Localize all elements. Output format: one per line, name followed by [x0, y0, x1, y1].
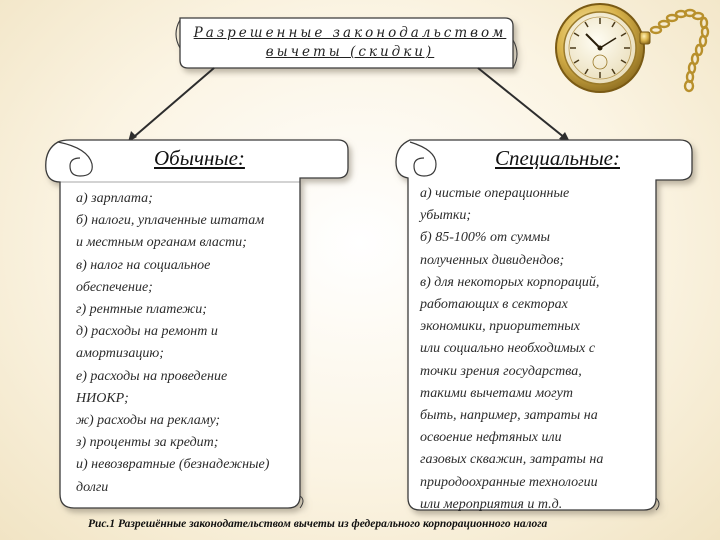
list-item: а) зарплата;: [76, 191, 153, 206]
list-item: д) расходы на ремонт и: [76, 324, 218, 340]
figure-caption: Рис.1 Разрешённые законодательством вычеты из федерального корпорационного налога: [88, 518, 548, 530]
list-item: природоохранные технологии: [420, 474, 598, 490]
list-item: е) расходы на проведение: [76, 368, 228, 384]
list-item: б) 85-100% от суммы: [420, 230, 550, 246]
list-item: убытки;: [420, 208, 472, 224]
right-list: [420, 183, 640, 516]
list-item: работающих в секторах: [420, 297, 568, 313]
connector-left: [128, 68, 214, 142]
pocket-watch-icon: [556, 4, 650, 92]
list-item: такими вычетами могут: [420, 385, 573, 401]
list-item: точки зрения государства,: [420, 363, 582, 379]
list-item: или мероприятия и т.д.: [420, 496, 563, 512]
title-line-1: Разрешенные законодальством: [193, 25, 507, 41]
right-heading: Специальные:: [495, 146, 620, 170]
list-item: б) налоги, уплаченные штатам: [76, 213, 265, 229]
left-heading: Обычные:: [154, 146, 245, 170]
list-item: НИОКР;: [76, 390, 129, 406]
left-list: [76, 188, 301, 499]
list-item: или социально необходимых с: [420, 341, 596, 357]
title-line-2: вычеты (скидки): [265, 44, 435, 60]
list-item: полученных дивидендов;: [420, 252, 565, 268]
list-item: обеспечение;: [76, 279, 153, 295]
list-item: в) для некоторых корпораций,: [420, 274, 600, 290]
connector-right: [478, 68, 570, 142]
list-item: долги: [76, 479, 109, 495]
list-item: ж) расходы на рекламу;: [76, 413, 220, 429]
list-item: экономики, приоритетных: [420, 319, 580, 335]
list-item: г) рентные платежи;: [76, 302, 207, 318]
list-item: газовых скважин, затраты на: [420, 452, 604, 468]
list-item: в) налог на социальное: [76, 257, 211, 273]
list-item: и местным органам власти;: [76, 235, 247, 251]
list-item: и) невозвратные (безнадежные): [76, 457, 270, 473]
list-item: а) чистые операционные: [420, 186, 570, 201]
list-item: освоение нефтяных или: [420, 430, 562, 446]
list-item: амортизацию;: [76, 346, 164, 362]
list-item: з) проценты за кредит;: [76, 435, 219, 451]
list-item: быть, например, затраты на: [420, 408, 598, 424]
chain-icon: [651, 10, 708, 91]
diagram-title: [190, 24, 510, 62]
